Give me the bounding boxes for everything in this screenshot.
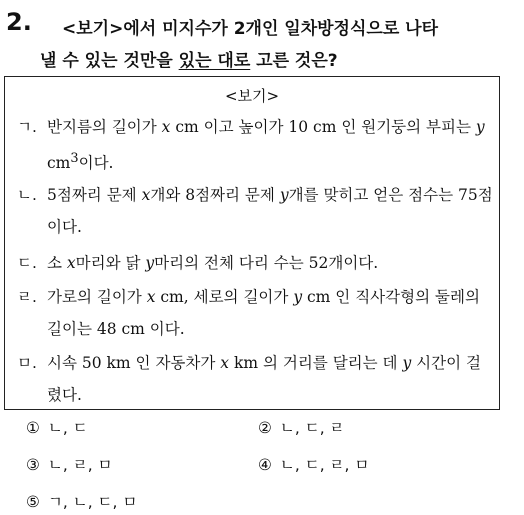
example-item-d [17,281,493,345]
question-text-line2 [40,46,338,71]
item-marker: ㄷ. [17,254,37,272]
choice-text: ㄱ, ㄴ, ㄷ, ㅁ [47,493,138,511]
choice-number: ③ [26,456,40,474]
choice-1[interactable] [26,416,88,438]
item-text: 소 x마리와 닭 y마리의 전체 다리 수는 52개이다. [47,254,379,272]
question-text-underlined: 있는 대로 [178,51,251,71]
item-text: 5점짜리 문제 x개와 8점짜리 문제 y개를 맞히고 얻은 점수는 75점이다. [47,186,493,236]
choice-number: ⑤ [26,493,40,511]
example-box [4,76,500,410]
choice-number: ④ [258,456,272,474]
question-number: 2. [6,8,32,36]
choice-number: ① [26,419,40,437]
choice-3[interactable] [26,453,113,475]
choice-number: ② [258,419,272,437]
choice-4[interactable] [258,453,369,475]
choice-2[interactable] [258,416,345,438]
item-marker: ㅁ. [17,354,37,372]
choice-text: ㄴ, ㄷ [47,419,88,437]
choice-text: ㄴ, ㄷ, ㄹ, ㅁ [279,456,370,474]
item-marker: ㄱ. [17,118,37,136]
choice-text: ㄴ, ㄷ, ㄹ [279,419,345,437]
question-text-post: 고른 것은? [250,51,338,71]
example-box-title: <보기> [224,87,280,105]
question-text-line1: <보기>에서 미지수가 2개인 일차방정식으로 나타 [62,19,439,39]
example-item-c [17,247,493,279]
example-item-b [17,179,493,243]
item-text: 반지름의 길이가 x cm 이고 높이가 10 cm 인 원기둥의 부피는 y $cm^3$이다. [47,118,485,173]
example-item-a [17,111,493,179]
item-text: 시속 50 km 인 자동차가 x km 의 거리를 달리는 데 y 시간이 걸렸다. [47,354,481,404]
item-marker: ㄴ. [17,186,37,204]
item-text: 가로의 길이가 x cm, 세로의 길이가 y cm 인 직사각형의 둘레의 길이는 48 cm 이다. [47,288,480,338]
choice-5[interactable] [26,490,137,512]
question-text-pre: 낼 수 있는 것만을 [40,51,179,71]
item-marker: ㄹ. [17,288,37,306]
choice-text: ㄴ, ㄹ, ㅁ [47,456,113,474]
example-item-e [17,347,493,411]
